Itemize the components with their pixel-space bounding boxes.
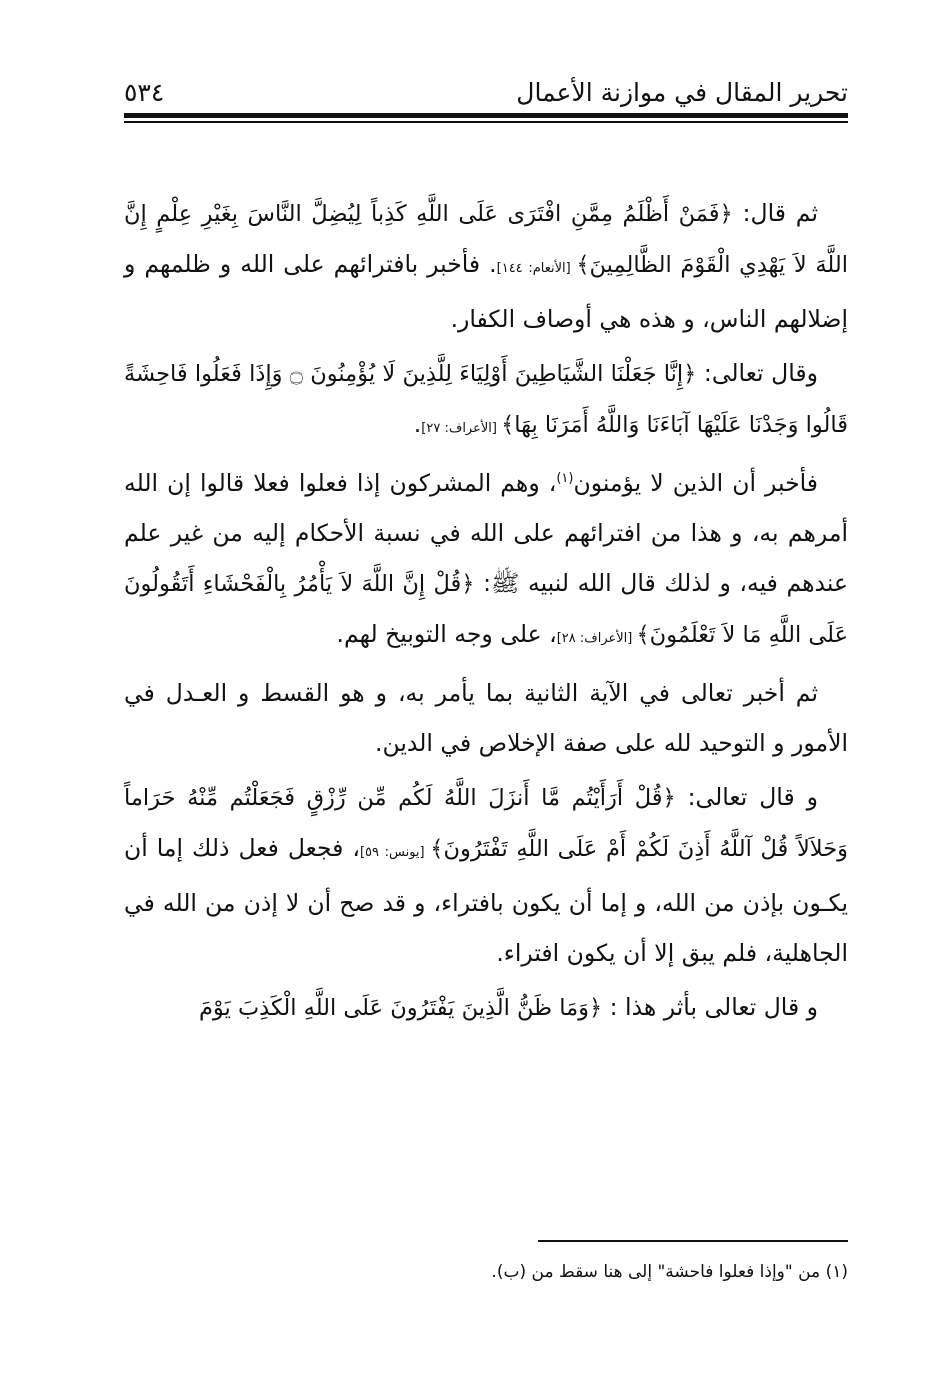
running-title: تحرير المقال في موازنة الأعمال [516,77,848,107]
paragraph-lead: ثم قال: [732,199,818,227]
page-number: ٥٣٤ [124,77,165,107]
main-text [124,188,848,1037]
verse-reference: [يونس: ٥٩] [359,845,431,860]
quran-verse: ﴿قُلْ إِنَّ اللَّهَ لاَ يَأْمُرُ بِالْفَحْشَاءِ أَتَقُولُونَ عَلَى اللَّهِ مَا لاَ تَعْلَمُونَ﴾ [124,571,848,648]
paragraph-lead: وقال تعالى: [696,359,819,387]
verse-reference: [الأعراف: ٢٧] [421,421,502,436]
paragraph-tail: ، فجعل فعل ذلك إما أن يكـون بإذن من الله، و إما أن يكون بافتراء، و قد صح أن لا إذن من الله في الجاهلية، فلم يبق إلا أن يكون افتراء. [124,834,848,967]
paragraph-lead: فأخبر أن الذين لا يؤمنون [573,469,818,497]
quran-verse: ﴿وَمَا ظَنُّ الَّذِينَ يَفْتَرُونَ عَلَى اللَّهِ الْكَذِبَ يَوْمَ [199,995,603,1021]
verse-reference: [الأعراف: ٢٨] [556,631,637,646]
paragraph-tail: . فأخبر بافترائهم على الله و ظلمهم و إضلالهم الناس، و هذه هي أوصاف الكفار. [124,250,848,333]
paragraph-2 [124,348,848,454]
page-header [124,72,848,112]
footnote-marker[interactable]: (١) [556,471,574,487]
footnote-text: من "وإذا فعلوا فاحشة" إلى هنا سقط من (ب). [491,1262,826,1282]
paragraph-lead: و قال تعالى: [675,783,818,811]
paragraph-3 [124,458,848,664]
verse-reference: [الأنعام: ١٤٤] [496,261,577,276]
paragraph-tail: . [413,410,422,438]
paragraph-1 [124,188,848,344]
paragraph-4 [124,668,848,768]
header-rule-thin [124,121,848,123]
quran-verse: ﴿قُلْ أَرَأَيْتُم مَّا أَنزَلَ اللَّهُ لَكُم مِّن رِّزْقٍ فَجَعَلْتُم مِّنْهُ حَرَاماً وَحَلاَلاً قُلْ آللَّهُ أَذِنَ لَكُمْ أَمْ عَلَى اللَّهِ تَفْتَرُونَ﴾ [124,785,848,862]
quran-verse: ﴿فَمَنْ أَظْلَمُ مِمَّنِ افْتَرَى عَلَى اللَّهِ كَذِباً لِيُضِلَّ النَّاسَ بِغَيْرِ عِلْمٍ إِنَّ اللَّهَ لاَ يَهْدِي الْقَوْمَ الظَّالِمِينَ﴾ [124,201,848,278]
paragraph-6 [124,982,848,1033]
quran-verse: ﴿إِنَّا جَعَلْنَا الشَّيَاطِينَ أَوْلِيَاءَ لِلَّذِينَ لَا يُؤْمِنُونَ ۝ وَإِذَا فَعَلُوا فَاحِشَةً قَالُوا وَجَدْنَا عَلَيْهَا آبَاءَنَا وَاللَّهُ أَمَرَنَا بِهَا﴾ [124,361,848,438]
footnote-separator [538,1240,848,1242]
paragraph-tail: ، على وجه التوبيخ لهم. [336,620,557,648]
paragraph-mid: ، وهم المشركون إذا فعلوا فعلا قالوا إن الله أمرهم به، و هذا من افترائهم على الله في نسبة الأحكام إليه من غير علم عندهم فيه، و لذلك قال الله لنبيه ﷺ: [124,469,849,597]
footnote-number: (١) [825,1262,848,1282]
footnote [124,1262,848,1282]
header-rule-thick [124,113,848,118]
paragraph-lead: و قال تعالى بأثر هذا : [602,993,818,1021]
paragraph-5 [124,772,848,978]
paragraph-text: ثم أخبر تعالى في الآية الثانية بما يأمر به، و هو القسط و العـدل في الأمور و التوحيد لله على صفة الإخلاص في الدين. [124,679,848,757]
